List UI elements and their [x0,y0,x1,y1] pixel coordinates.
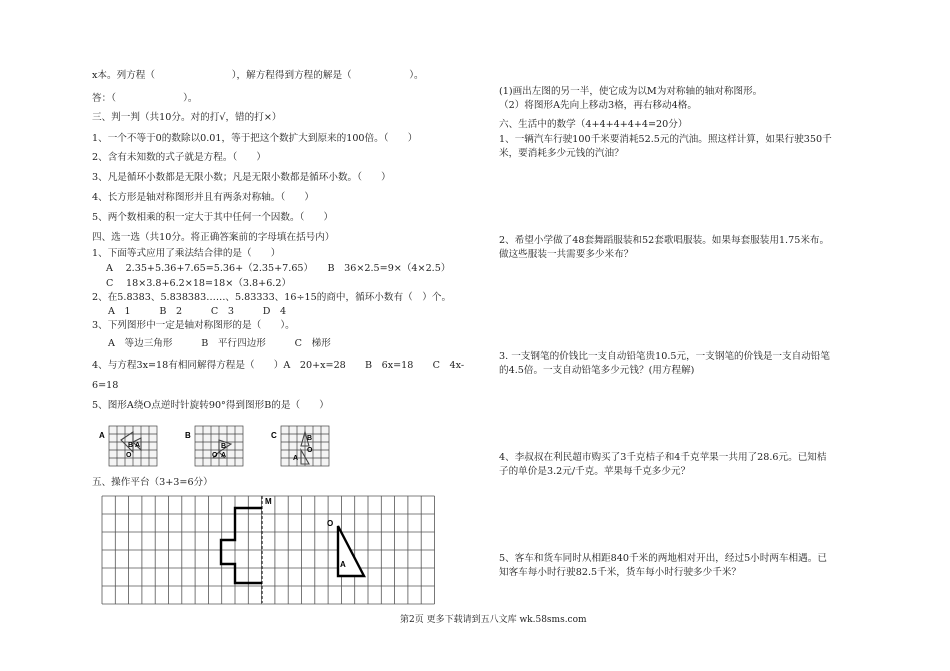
option-c-label: C [271,431,277,440]
judge-item-3: 3、凡是循环小数都是无限小数；凡是无限小数都是循环小数。（ ） [92,172,391,183]
fig-c-a-label: A [293,455,299,462]
axis-m-label: M [265,497,272,506]
problem-2-line-1: 2、希望小学做了48套舞蹈服装和52套歌唱服装。如果每套服装用1.75米布。 [499,235,830,246]
judge-item-1: 1、一个不等于0的数除以0.01，等于把这个数扩大到原来的100倍。（ ） [92,133,418,144]
rotation-options-figure [95,418,360,470]
choice-item-4: 4、与方程3x=18有相同解得方程是（ ）A 20+x=28 B 6x=18 C 4x- [92,360,465,371]
rotation-option-b [185,426,243,466]
problem-1-line-1: 1、一辆汽车行驶100千米要消耗52.5元的汽油。照这样计算，如果行驶350千 [499,134,832,145]
choice-1-options-ab: A 2.35+5.36+7.65=5.36+（2.35+7.65） B 36×2.5=9×（4×2.5） [106,263,451,274]
problem-5-line-1: 5、客车和货车同时从相距840千米的两地相对开出，经过5小时两车相遇。已 [499,553,827,564]
section-6-title: 六、生活中的数学（4+4+4+4+4=20分） [499,119,688,130]
choice-3-options: A 等边三角形 B 平行四边形 C 梯形 [108,338,331,349]
judge-item-5: 5、两个数相乘的积一定大于其中任何一个因数。（ ） [92,212,334,223]
problem-5-line-2: 知客车每小时行驶82.5千米，货车每小时行驶多少千米？ [499,567,742,578]
point-o-label: O [327,519,334,528]
operation-grid [96,488,441,608]
rotation-option-c [271,426,329,466]
choice-item-3: 3、下列图形中一定是轴对称图形的是（ ）。 [92,320,295,331]
option-b-label: B [185,431,191,440]
section-3-title: 三、判一判（共10分。对的打√，错的打×） [92,112,282,123]
operation-instruction-1: (1)画出左图的另一半，使它成为以M为对称轴的轴对称图形。 [499,86,763,97]
fig-a-b-label: B [128,442,134,449]
problem-4-line-1: 4、李叔叔在利民超市购买了3千克桔子和4千克苹果一共用了28.6元。已知桔 [499,452,827,463]
section-4-title: 四、选一选（共10分。将正确答案前的字母填在括号内） [92,232,335,243]
judge-item-4: 4、长方形是轴对称图形并且有两条对称轴。（ ） [92,192,314,203]
fig-b-b-label: B [221,443,227,450]
fig-a-o-label: O [126,452,132,459]
judge-item-2: 2、含有未知数的式子就是方程。（ ） [92,152,266,163]
choice-item-5: 5、图形A绕O点逆时针旋转90°得到图形B的是（ ） [92,400,329,411]
fig-c-o-label: O [307,447,313,454]
fig-b-o-label: O [212,452,218,459]
option-a-label: A [99,431,105,440]
fig-c-b-label: B [307,435,313,442]
fig-b-a-label: A [221,452,227,459]
problem-3-line-1: 3. 一支钢笔的价钱比一支自动铅笔贵10.5元，一支钢笔的价钱是一支自动铅笔 [499,351,830,362]
fig-a-shape-label: A [135,442,141,449]
problem-3-line-2: 的4.5倍。一支自动铅笔多少元钱？(用方程解) [499,365,695,376]
problem-4-line-2: 子的单价是3.2元/千克。苹果每千克多少元？ [499,466,691,477]
problem-2-line-2: 做这些服装一共需要多少米布？ [499,249,634,260]
choice-item-2: 2、在5.8383、5.838383……、5.83333、16÷15的商中，循环小数有（ ）个。 [92,292,452,303]
choice-item-1: 1、下面等式应用了乘法结合律的是（ ） [92,248,281,259]
fill-in-blank-line: x本。列方程（ ），解方程得到方程的解是（ ）。 [92,70,424,81]
choice-1-option-c: C 18×3.8+6.2×18=18×（3.8+6.2） [106,278,292,289]
half-shape [221,508,262,583]
page-footer: 第2页 更多下载请到五八文库 wk.58sms.com [400,615,587,625]
answer-line: 答：（ ）。 [92,93,198,104]
problem-1-line-2: 米，要消耗多少元钱的汽油？ [499,148,624,159]
section-5-title: 五、操作平台（3+3=6分） [92,477,213,488]
triangle-a-label: A [340,560,346,569]
operation-instruction-2: （2）将图形A先向上移动3格，再右移动4格。 [499,100,697,111]
choice-item-4-cont: 6=18 [92,380,119,391]
choice-2-options: A 1 B 2 C 3 D 4 [108,306,287,317]
rotation-option-a [99,426,157,466]
